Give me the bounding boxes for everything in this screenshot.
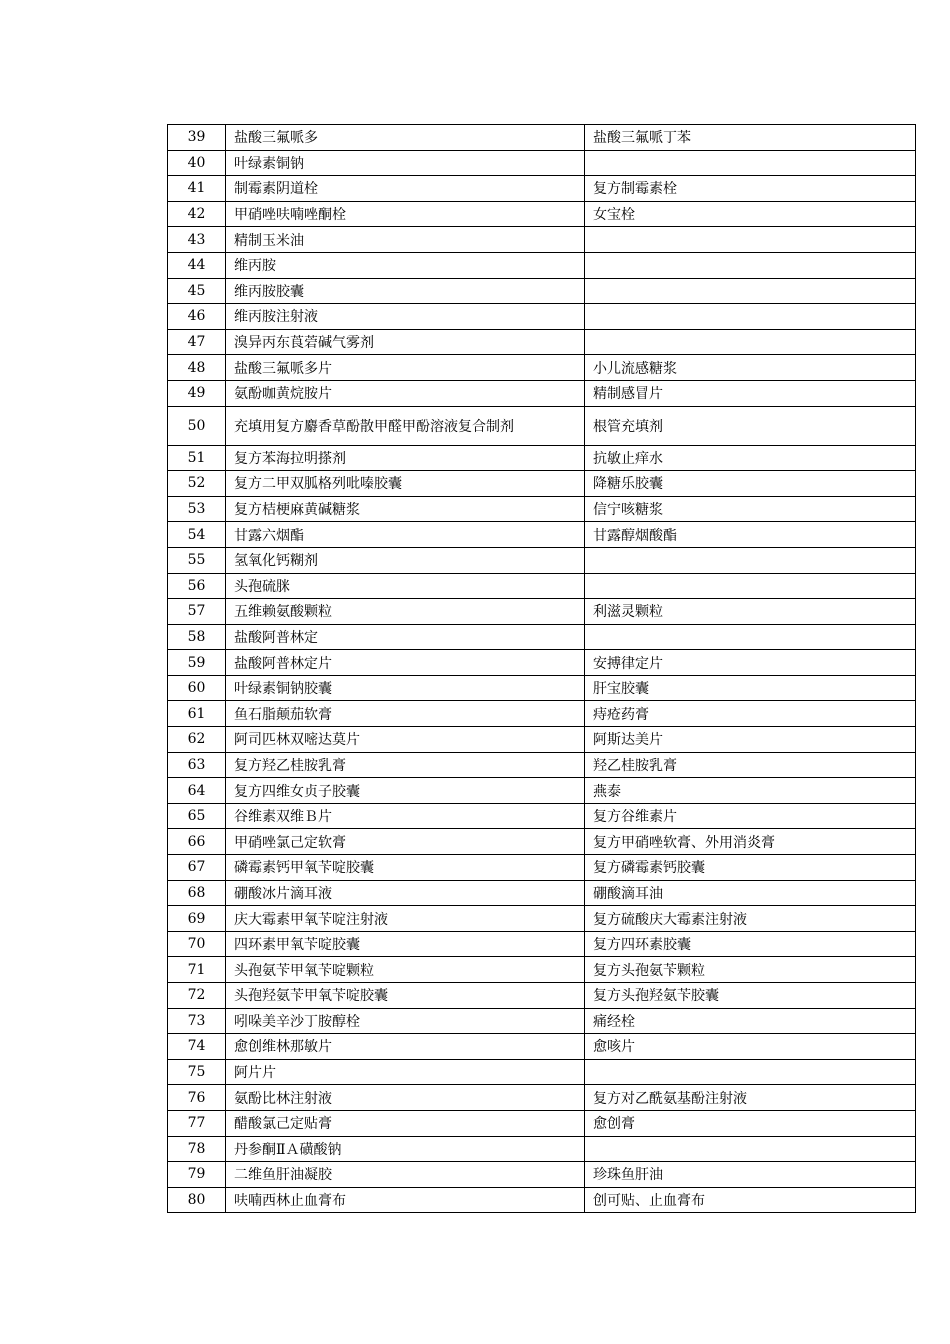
row-number: 74 <box>168 1034 226 1060</box>
row-number: 39 <box>168 125 226 151</box>
row-number: 40 <box>168 150 226 176</box>
table-row <box>168 1059 916 1085</box>
alternate-name: 痔疮药膏 <box>585 701 916 727</box>
alternate-name: 复方磷霉素钙胶囊 <box>585 855 916 881</box>
drug-name: 制霉素阴道栓 <box>226 176 585 202</box>
table-row <box>168 176 916 202</box>
row-number: 71 <box>168 957 226 983</box>
row-number: 58 <box>168 624 226 650</box>
alternate-name: 羟乙桂胺乳膏 <box>585 752 916 778</box>
drug-name: 维丙胺胶囊 <box>226 278 585 304</box>
row-number: 41 <box>168 176 226 202</box>
drug-name: 醋酸氯己定贴膏 <box>226 1110 585 1136</box>
drug-name: 愈创维林那敏片 <box>226 1034 585 1060</box>
alternate-name: 珍珠鱼肝油 <box>585 1162 916 1188</box>
row-number: 53 <box>168 496 226 522</box>
table-row <box>168 1085 916 1111</box>
drug-name: 硼酸冰片滴耳液 <box>226 880 585 906</box>
row-number: 77 <box>168 1110 226 1136</box>
table-row <box>168 573 916 599</box>
table-row <box>168 150 916 176</box>
table-row <box>168 1162 916 1188</box>
table-row <box>168 650 916 676</box>
alternate-name <box>585 304 916 330</box>
drug-name: 丹参酮ⅡＡ磺酸钠 <box>226 1136 585 1162</box>
row-number: 42 <box>168 201 226 227</box>
drug-name: 叶绿素铜钠胶囊 <box>226 675 585 701</box>
table-row <box>168 547 916 573</box>
alternate-name: 盐酸三氟哌丁苯 <box>585 125 916 151</box>
alternate-name: 利滋灵颗粒 <box>585 599 916 625</box>
alternate-name: 复方甲硝唑软膏、外用消炎膏 <box>585 829 916 855</box>
table-row <box>168 252 916 278</box>
alternate-name <box>585 1059 916 1085</box>
alternate-name: 创可贴、止血膏布 <box>585 1187 916 1213</box>
alternate-name <box>585 573 916 599</box>
drug-name: 磷霉素钙甲氧苄啶胶囊 <box>226 855 585 881</box>
alternate-name: 硼酸滴耳油 <box>585 880 916 906</box>
drug-name: 甲硝唑呋喃唑酮栓 <box>226 201 585 227</box>
table-row <box>168 406 916 445</box>
table-row <box>168 1008 916 1034</box>
table-row <box>168 522 916 548</box>
alternate-name: 小儿流感糖浆 <box>585 355 916 381</box>
alternate-name: 愈创膏 <box>585 1110 916 1136</box>
drug-name: 充填用复方麝香草酚散甲醛甲酚溶液复合制剂 <box>226 406 585 445</box>
alternate-name: 痛经栓 <box>585 1008 916 1034</box>
drug-name: 阿司匹林双嘧达莫片 <box>226 727 585 753</box>
row-number: 70 <box>168 931 226 957</box>
row-number: 43 <box>168 227 226 253</box>
row-number: 57 <box>168 599 226 625</box>
row-number: 59 <box>168 650 226 676</box>
table-row <box>168 829 916 855</box>
alternate-name: 复方四环素胶囊 <box>585 931 916 957</box>
table-row <box>168 624 916 650</box>
row-number: 61 <box>168 701 226 727</box>
alternate-name: 甘露醇烟酸酯 <box>585 522 916 548</box>
row-number: 69 <box>168 906 226 932</box>
row-number: 73 <box>168 1008 226 1034</box>
table-row <box>168 304 916 330</box>
table-row <box>168 471 916 497</box>
row-number: 65 <box>168 803 226 829</box>
alternate-name: 女宝栓 <box>585 201 916 227</box>
alternate-name: 根管充填剂 <box>585 406 916 445</box>
table-row <box>168 355 916 381</box>
table-row <box>168 329 916 355</box>
row-number: 51 <box>168 445 226 471</box>
drug-name: 头孢硫脒 <box>226 573 585 599</box>
alternate-name <box>585 227 916 253</box>
drug-name: 复方苯海拉明搽剂 <box>226 445 585 471</box>
drug-name: 吲哚美辛沙丁胺醇栓 <box>226 1008 585 1034</box>
table-row <box>168 906 916 932</box>
alternate-name: 复方头孢氨苄颗粒 <box>585 957 916 983</box>
row-number: 54 <box>168 522 226 548</box>
table-row <box>168 752 916 778</box>
row-number: 49 <box>168 380 226 406</box>
alternate-name <box>585 329 916 355</box>
table-row <box>168 278 916 304</box>
row-number: 79 <box>168 1162 226 1188</box>
table-row <box>168 1136 916 1162</box>
table-row <box>168 1034 916 1060</box>
drug-name: 维丙胺注射液 <box>226 304 585 330</box>
alternate-name: 肝宝胶囊 <box>585 675 916 701</box>
row-number: 63 <box>168 752 226 778</box>
alternate-name <box>585 278 916 304</box>
table-row <box>168 599 916 625</box>
drug-name: 维丙胺 <box>226 252 585 278</box>
table-row <box>168 983 916 1009</box>
row-number: 46 <box>168 304 226 330</box>
drug-name: 甲硝唑氯己定软膏 <box>226 829 585 855</box>
alternate-name <box>585 1136 916 1162</box>
table-row <box>168 701 916 727</box>
row-number: 67 <box>168 855 226 881</box>
drug-name: 庆大霉素甲氧苄啶注射液 <box>226 906 585 932</box>
drug-name: 盐酸阿普林定片 <box>226 650 585 676</box>
alternate-name: 愈咳片 <box>585 1034 916 1060</box>
drug-name: 四环素甲氧苄啶胶囊 <box>226 931 585 957</box>
drug-name: 头孢羟氨苄甲氧苄啶胶囊 <box>226 983 585 1009</box>
drug-name-table <box>167 124 916 1213</box>
table-row <box>168 445 916 471</box>
drug-name: 氢氧化钙糊剂 <box>226 547 585 573</box>
row-number: 60 <box>168 675 226 701</box>
drug-name: 复方四维女贞子胶囊 <box>226 778 585 804</box>
alternate-name <box>585 624 916 650</box>
alternate-name: 复方对乙酰氨基酚注射液 <box>585 1085 916 1111</box>
table-row <box>168 803 916 829</box>
alternate-name <box>585 150 916 176</box>
drug-name: 精制玉米油 <box>226 227 585 253</box>
row-number: 47 <box>168 329 226 355</box>
drug-name: 头孢氨苄甲氧苄啶颗粒 <box>226 957 585 983</box>
row-number: 55 <box>168 547 226 573</box>
table-row <box>168 957 916 983</box>
alternate-name: 复方硫酸庆大霉素注射液 <box>585 906 916 932</box>
alternate-name: 抗敏止痒水 <box>585 445 916 471</box>
row-number: 56 <box>168 573 226 599</box>
row-number: 80 <box>168 1187 226 1213</box>
row-number: 66 <box>168 829 226 855</box>
row-number: 72 <box>168 983 226 1009</box>
drug-name: 甘露六烟酯 <box>226 522 585 548</box>
row-number: 64 <box>168 778 226 804</box>
table-row <box>168 727 916 753</box>
alternate-name: 复方头孢羟氨苄胶囊 <box>585 983 916 1009</box>
drug-name: 叶绿素铜钠 <box>226 150 585 176</box>
alternate-name: 降糖乐胶囊 <box>585 471 916 497</box>
table-row <box>168 496 916 522</box>
drug-name: 复方二甲双胍格列吡嗪胶囊 <box>226 471 585 497</box>
alternate-name: 阿斯达美片 <box>585 727 916 753</box>
row-number: 48 <box>168 355 226 381</box>
alternate-name <box>585 547 916 573</box>
table-row <box>168 201 916 227</box>
drug-name: 复方桔梗麻黄碱糖浆 <box>226 496 585 522</box>
table-row <box>168 1187 916 1213</box>
drug-name: 盐酸三氟哌多片 <box>226 355 585 381</box>
drug-name: 盐酸三氟哌多 <box>226 125 585 151</box>
row-number: 50 <box>168 406 226 445</box>
drug-name: 鱼石脂颠茄软膏 <box>226 701 585 727</box>
table-body <box>168 125 916 1213</box>
alternate-name: 安搏律定片 <box>585 650 916 676</box>
drug-name: 阿片片 <box>226 1059 585 1085</box>
row-number: 76 <box>168 1085 226 1111</box>
alternate-name: 燕泰 <box>585 778 916 804</box>
table-row <box>168 931 916 957</box>
row-number: 75 <box>168 1059 226 1085</box>
row-number: 62 <box>168 727 226 753</box>
alternate-name: 信宁咳糖浆 <box>585 496 916 522</box>
drug-name: 呋喃西林止血膏布 <box>226 1187 585 1213</box>
row-number: 45 <box>168 278 226 304</box>
table-row <box>168 675 916 701</box>
drug-name: 复方羟乙桂胺乳膏 <box>226 752 585 778</box>
alternate-name: 复方制霉素栓 <box>585 176 916 202</box>
table-row <box>168 855 916 881</box>
drug-name: 盐酸阿普林定 <box>226 624 585 650</box>
row-number: 78 <box>168 1136 226 1162</box>
table-row <box>168 880 916 906</box>
drug-name: 五维赖氨酸颗粒 <box>226 599 585 625</box>
drug-name: 二维鱼肝油凝胶 <box>226 1162 585 1188</box>
drug-name: 氨酚比林注射液 <box>226 1085 585 1111</box>
drug-name: 溴异丙东莨菪碱气雾剂 <box>226 329 585 355</box>
table-row <box>168 125 916 151</box>
alternate-name: 复方谷维素片 <box>585 803 916 829</box>
row-number: 52 <box>168 471 226 497</box>
table-row <box>168 778 916 804</box>
drug-name: 氨酚咖黄烷胺片 <box>226 380 585 406</box>
alternate-name <box>585 252 916 278</box>
drug-name: 谷维素双维Ｂ片 <box>226 803 585 829</box>
table-row <box>168 380 916 406</box>
row-number: 44 <box>168 252 226 278</box>
table-row <box>168 1110 916 1136</box>
alternate-name: 精制感冒片 <box>585 380 916 406</box>
table-row <box>168 227 916 253</box>
row-number: 68 <box>168 880 226 906</box>
